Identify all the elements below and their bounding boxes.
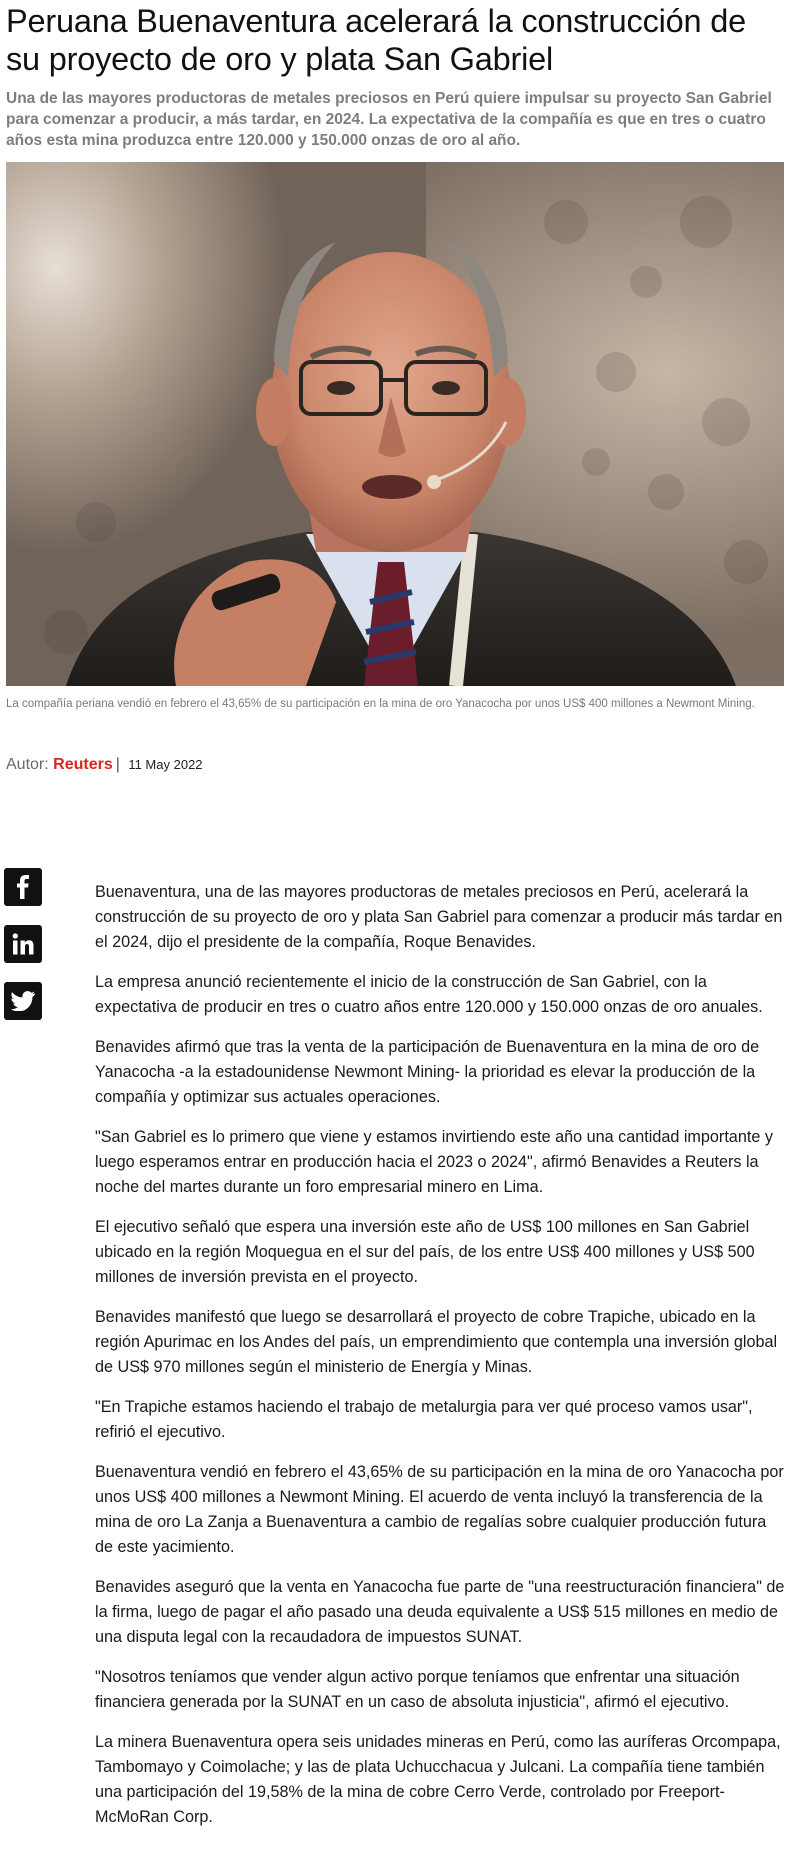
byline-label: Autor: xyxy=(6,756,49,773)
publish-date: 11 May 2022 xyxy=(128,757,203,772)
article-paragraph: El ejecutivo señaló que espera una inversión este año de US$ 100 millones en San Gabriel ubicado en la región Moquegua en el sur del país, de los entre US$ 400 millones y US$ 500 millones de inversión prevista en el proyecto. xyxy=(95,1218,755,1286)
share-facebook-button[interactable] xyxy=(4,868,42,906)
article-subtitle: Una de las mayores productoras de metales preciosos en Perú quiere impulsar su proyecto San Gabriel para comenzar a producir, a más tardar, en 2024. La expectativa de la compañía es que en tres o cuatro años esta mina produzca entre 120.000 y 150.000 onzas de oro al año. xyxy=(6,90,772,149)
byline-separator: | xyxy=(115,756,120,773)
article-paragraph: Benavides manifestó que luego se desarrollará el proyecto de cobre Trapiche, ubicado en la región Apurimac en los Andes del país, un emprendimiento que contempla una inversión global de US$ 970 millones según el ministerio de Energía y Minas. xyxy=(95,1308,778,1376)
article-paragraph: La minera Buenaventura opera seis unidades mineras en Perú, como las auríferas Orcompapa, Tambomayo y Coimolache; y las de plata Uchucchacua y Julcani. La compañía tiene también una participación del 19,58% de la mina de cobre Cerro Verde, controlado por Freeport-McMoRan Corp. xyxy=(95,1733,781,1826)
portrait-illustration xyxy=(6,162,784,686)
article-body xyxy=(95,880,785,1845)
share-linkedin-button[interactable] xyxy=(4,925,42,963)
share-twitter-button[interactable] xyxy=(4,982,42,1020)
article-paragraph: Benavides aseguró que la venta en Yanacocha fue parte de "una reestructuración financiera" de la firma, luego de pagar el año pasado una deuda equivalente a US$ 515 millones en medio de una disputa legal con la recaudadora de impuestos SUNAT. xyxy=(95,1578,785,1646)
facebook-icon xyxy=(13,875,33,899)
author-link[interactable]: Reuters xyxy=(53,756,113,773)
byline xyxy=(6,755,203,775)
article-paragraph: Buenaventura, una de las mayores productoras de metales preciosos en Perú, acelerará la construcción de su proyecto de oro y plata San Gabriel para comenzar a producir más tardar en el 2024, dijo el presidente de la compañía, Roque Benavides. xyxy=(95,883,783,951)
linkedin-icon xyxy=(12,933,34,955)
image-caption: La compañía periana vendió en febrero el 43,65% de su participación en la mina de oro Yanacocha por unos US$ 400 millones a Newmont Mining. xyxy=(6,698,755,710)
article-paragraph: La empresa anunció recientemente el inicio de la construcción de San Gabriel, con la expectativa de producir en tres o cuatro años entre 120.000 y 150.000 onzas de oro anuales. xyxy=(95,973,763,1016)
article-paragraph: "Nosotros teníamos que vender algun activo porque teníamos que enfrentar una situación financiera generada por la SUNAT en un caso de absoluta injusticia", afirmó el ejecutivo. xyxy=(95,1668,740,1711)
twitter-icon xyxy=(11,991,35,1011)
article-paragraph: Buenaventura vendió en febrero el 43,65% de su participación en la mina de oro Yanacocha por unos US$ 400 millones a Newmont Mining. El acuerdo de venta incluyó la transferencia de la mina de oro La Zanja a Buenaventura a cambio de regalías sobre cualquier producción futura de este yacimiento. xyxy=(95,1463,784,1556)
article-paragraph: "San Gabriel es lo primero que viene y estamos invirtiendo este año una cantidad importante y luego esperamos entrar en producción hacia el 2023 o 2024", afirmó Benavides a Reuters la noche del martes durante un foro empresarial minero en Lima. xyxy=(95,1128,773,1196)
hero-photo xyxy=(6,162,784,686)
article-paragraph: Benavides afirmó que tras la venta de la participación de Buenaventura en la mina de oro de Yanacocha -a la estadounidense Newmont Mining- la prioridad es elevar la producción de la compañía y optimizar sus actuales operaciones. xyxy=(95,1038,760,1106)
article-paragraph: "En Trapiche estamos haciendo el trabajo de metalurgia para ver qué proceso vamos usar", refirió el ejecutivo. xyxy=(95,1398,753,1441)
article-headline: Peruana Buenaventura acelerará la construcción de su proyecto de oro y plata San Gabriel xyxy=(6,3,746,77)
